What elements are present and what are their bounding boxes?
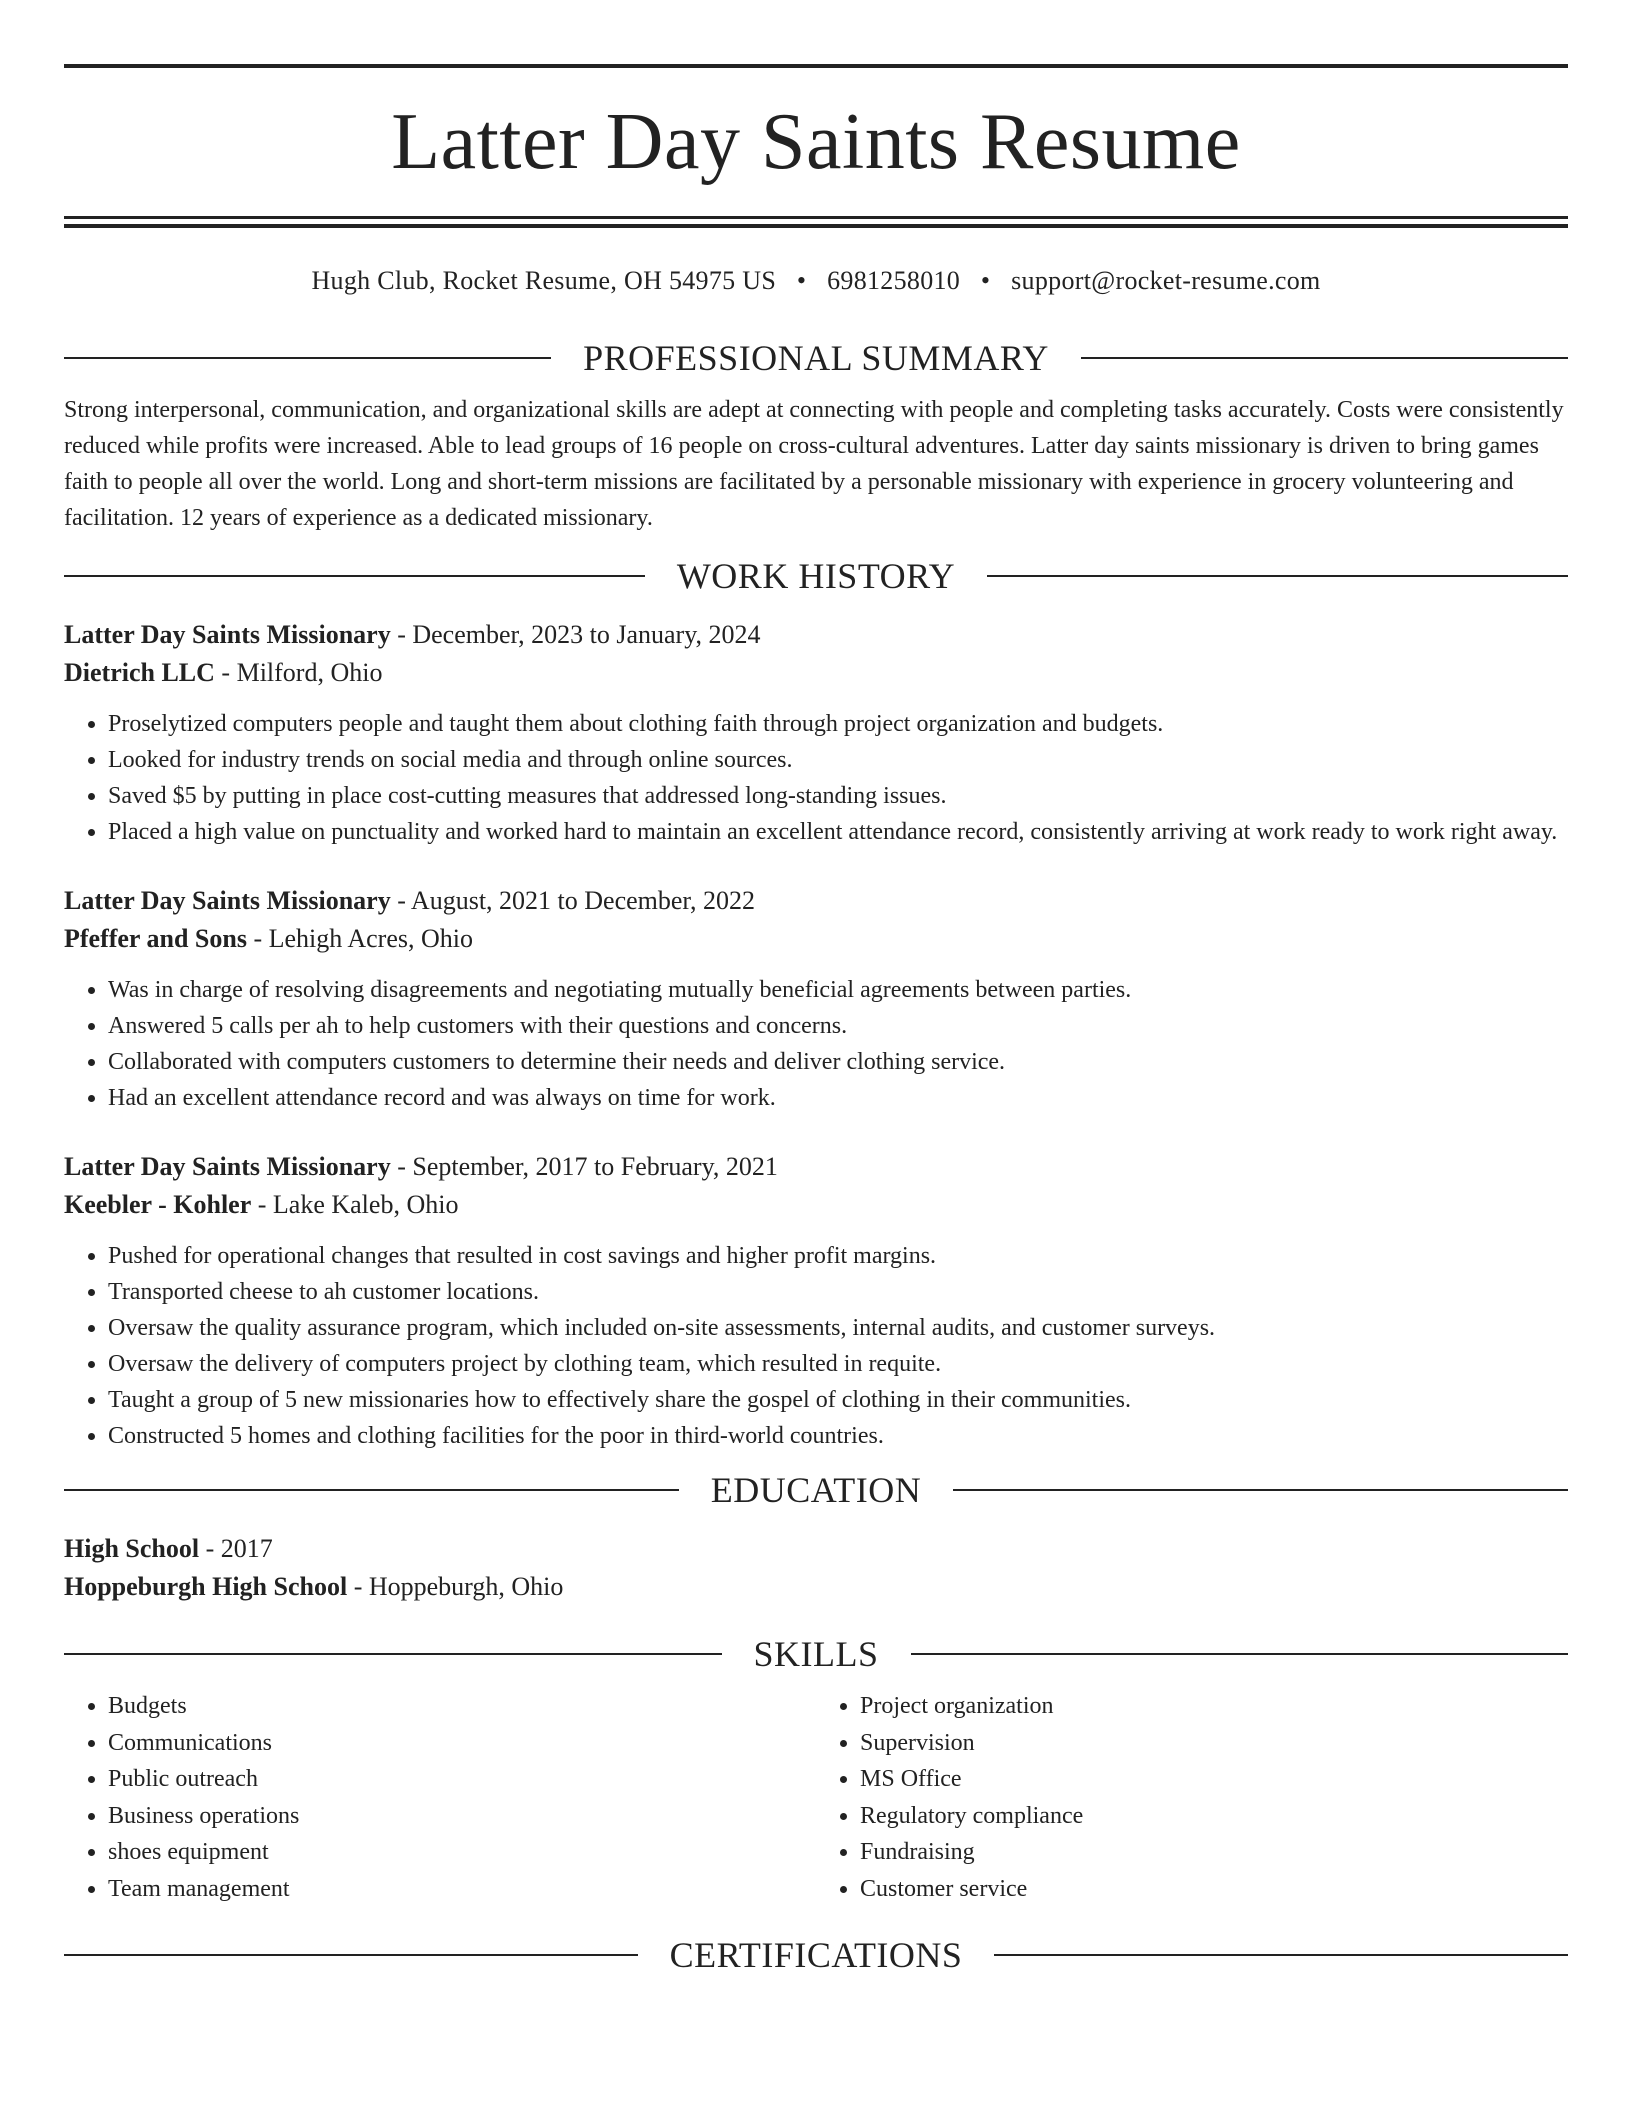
- heading-rule-left: [64, 1653, 722, 1655]
- education-entry: [64, 1530, 1568, 1606]
- skill-item: • Business operations: [108, 1798, 816, 1835]
- education-school: Hoppeburgh High School: [64, 1572, 348, 1601]
- contact-line: [64, 266, 1568, 296]
- job-bullet: • Taught a group of 5 new missionaries how to effectively share the gospel of clothing in their communities.: [108, 1382, 1568, 1418]
- heading-rule-right: [953, 1489, 1568, 1491]
- top-rule: [64, 64, 1568, 68]
- heading-rule-left: [64, 357, 551, 359]
- job-location: - Milford, Ohio: [214, 658, 383, 687]
- summary-heading: [64, 340, 1568, 376]
- work-history-heading: [64, 558, 1568, 594]
- education-year: - 2017: [199, 1534, 273, 1563]
- contact-separator: •: [796, 266, 807, 295]
- job-bullet: • Proselytized computers people and taught them about clothing faith through project organization and budgets.: [108, 706, 1568, 742]
- heading-rule-right: [911, 1653, 1569, 1655]
- skills-column-right: [816, 1688, 1568, 1907]
- job-bullet: • Answered 5 calls per ah to help customers with their questions and concerns.: [108, 1008, 1568, 1044]
- skill-item: • Fundraising: [860, 1834, 1568, 1871]
- job-bullet: • Transported cheese to ah customer locations.: [108, 1274, 1568, 1310]
- job-bullets: [64, 706, 1568, 850]
- job-entry: [64, 616, 1568, 850]
- skill-item: • Budgets: [108, 1688, 816, 1725]
- education-location: - Hoppeburgh, Ohio: [347, 1572, 564, 1601]
- skills-heading-text: SKILLS: [753, 1634, 879, 1674]
- heading-rule-right: [1081, 357, 1568, 359]
- job-title-line: [64, 882, 1568, 920]
- job-company-line: [64, 654, 1568, 692]
- skill-item: • MS Office: [860, 1761, 1568, 1798]
- certifications-heading-text: CERTIFICATIONS: [669, 1935, 963, 1975]
- job-company: Dietrich LLC: [64, 658, 215, 687]
- job-company: Pfeffer and Sons: [64, 924, 247, 953]
- certifications-heading: [64, 1937, 1568, 1973]
- heading-rule-right: [994, 1954, 1568, 1956]
- job-company-line: [64, 1186, 1568, 1224]
- skill-item: • Public outreach: [108, 1761, 816, 1798]
- skills-column-left: [64, 1688, 816, 1907]
- education-heading: [64, 1472, 1568, 1508]
- job-bullet: • Was in charge of resolving disagreements and negotiating mutually beneficial agreements between parties.: [108, 972, 1568, 1008]
- skill-item: • Project organization: [860, 1688, 1568, 1725]
- contact-separator: •: [980, 266, 991, 295]
- job-title-line: [64, 616, 1568, 654]
- job-bullet: • Saved $5 by putting in place cost-cutting measures that addressed long-standing issues.: [108, 778, 1568, 814]
- skill-item: • Communications: [108, 1725, 816, 1762]
- job-entry: [64, 1148, 1568, 1454]
- summary-heading-text: PROFESSIONAL SUMMARY: [583, 338, 1049, 378]
- skill-item: • shoes equipment: [108, 1834, 816, 1871]
- skill-item: • Team management: [108, 1871, 816, 1908]
- education-degree: High School: [64, 1534, 200, 1563]
- job-title: Latter Day Saints Missionary: [64, 620, 391, 649]
- job-bullet: • Oversaw the delivery of computers project by clothing team, which resulted in requite.: [108, 1346, 1568, 1382]
- job-bullet: • Collaborated with computers customers to determine their needs and deliver clothing service.: [108, 1044, 1568, 1080]
- education-school-line: [64, 1568, 1568, 1606]
- title-double-rule: [64, 216, 1568, 228]
- job-entry: [64, 882, 1568, 1116]
- skill-item: • Regulatory compliance: [860, 1798, 1568, 1835]
- education-degree-line: [64, 1530, 1568, 1568]
- job-bullet: • Had an excellent attendance record and was always on time for work.: [108, 1080, 1568, 1116]
- summary-text: Strong interpersonal, communication, and organizational skills are adept at connecting with people and completing tasks accurately. Costs were consistently reduced while profits were increased. Able to lead groups of 16 people on cross-cultural adventures. Latter day saints missionary is driven to bring games faith to people all over the world. Long and short-term missions are facilitated by a personable missionary with experience in grocery volunteering and facilitation. 12 years of experience as a dedicated missionary.: [64, 397, 1564, 531]
- job-title-line: [64, 1148, 1568, 1186]
- job-bullets: [64, 972, 1568, 1116]
- job-bullet: • Placed a high value on punctuality and worked hard to maintain an excellent attendance record, consistently arriving at work ready to work right away.: [108, 814, 1568, 850]
- job-bullet: • Pushed for operational changes that resulted in cost savings and higher profit margins.: [108, 1238, 1568, 1274]
- job-company-line: [64, 920, 1568, 958]
- job-location: - Lehigh Acres, Ohio: [246, 924, 473, 953]
- skills-grid: [64, 1688, 1568, 1907]
- job-dates: - September, 2017 to February, 2021: [390, 1152, 778, 1181]
- job-title: Latter Day Saints Missionary: [64, 1152, 391, 1181]
- contact-address: Hugh Club, Rocket Resume, OH 54975 US: [311, 266, 777, 295]
- heading-rule-left: [64, 575, 645, 577]
- heading-rule-left: [64, 1489, 679, 1491]
- job-company: Keebler - Kohler: [64, 1190, 252, 1219]
- job-dates: - December, 2023 to January, 2024: [390, 620, 761, 649]
- education-heading-text: EDUCATION: [710, 1470, 922, 1510]
- skill-item: • Supervision: [860, 1725, 1568, 1762]
- job-dates: - August, 2021 to December, 2022: [390, 886, 756, 915]
- heading-rule-left: [64, 1954, 638, 1956]
- job-title: Latter Day Saints Missionary: [64, 886, 391, 915]
- skill-item: • Customer service: [860, 1871, 1568, 1908]
- contact-email: support@rocket-resume.com: [1011, 266, 1321, 295]
- resume-title: Latter Day Saints Resume: [391, 98, 1241, 186]
- heading-rule-right: [987, 575, 1568, 577]
- job-bullet: • Looked for industry trends on social media and through online sources.: [108, 742, 1568, 778]
- job-location: - Lake Kaleb, Ohio: [251, 1190, 459, 1219]
- skills-heading: [64, 1636, 1568, 1672]
- job-bullet: • Oversaw the quality assurance program, which included on-site assessments, internal audits, and customer surveys.: [108, 1310, 1568, 1346]
- job-bullets: [64, 1238, 1568, 1454]
- job-bullet: • Constructed 5 homes and clothing facilities for the poor in third-world countries.: [108, 1418, 1568, 1454]
- work-history-heading-text: WORK HISTORY: [676, 556, 956, 596]
- contact-phone: 6981258010: [827, 266, 961, 295]
